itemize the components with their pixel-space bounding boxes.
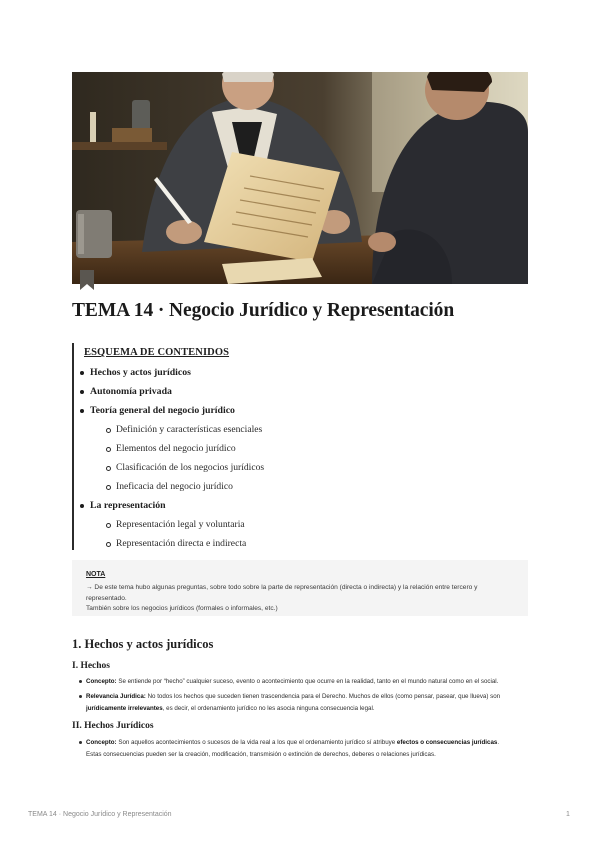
section-heading: 1. Hechos y actos jurídicos xyxy=(72,637,214,651)
term-label: Concepto: xyxy=(86,678,117,685)
note-line: También sobre los negocios jurídicos (formales o informales, etc.) xyxy=(86,605,278,612)
outline-item: Autonomía privada xyxy=(90,386,172,397)
term-label: Relevancia Jurídica: xyxy=(86,693,146,700)
outline-subitem: Definición y características esenciales xyxy=(116,424,263,435)
term-text: No todos los hechos que suceden tienen trascendencia para el Derecho. Muchos de ellos (como pensar, pasear, que llueva) son xyxy=(145,693,501,700)
note-line: → De este tema hubo algunas preguntas, sobre todo sobre la parte de representación (directa o indirecta) y la relación entre tercero y representado. xyxy=(86,584,478,602)
bookmark-icon[interactable] xyxy=(80,270,94,290)
outline-item: Teoría general del negocio jurídico xyxy=(90,405,235,416)
list-item xyxy=(86,676,528,688)
page-title: TEMA 14 · Negocio Jurídico y Representación xyxy=(72,300,455,321)
term-text: . xyxy=(497,739,500,746)
term-text: Estas consecuencias pueden ser la creación, modificación, transmisión o extinción de derechos, deberes o relaciones jurídicas. xyxy=(86,750,436,758)
term-emphasis: jurídicamente irrelevantes xyxy=(86,704,163,712)
term-text: Se entiende por “hecho” cualquier suceso, evento o acontecimiento que ocurre en la realidad, tanto en el mundo natural como en el social. xyxy=(116,678,499,685)
note-label: NOTA xyxy=(86,571,106,578)
cover-image xyxy=(72,72,528,284)
term-text: , es decir, el ordenamiento jurídico no les asocia ninguna consecuencia legal. xyxy=(162,704,375,712)
subsection-heading: I. Hechos xyxy=(72,661,110,671)
outline-heading: ESQUEMA DE CONTENIDOS xyxy=(84,347,230,358)
note-text xyxy=(86,583,514,615)
outline-subitem: Ineficacia del negocio jurídico xyxy=(116,481,233,492)
subsection-heading: II. Hechos Jurídicos xyxy=(72,721,154,731)
list-item xyxy=(86,691,528,714)
contents-outline xyxy=(72,343,472,550)
note-callout xyxy=(72,560,528,616)
outline-subitem: Elementos del negocio jurídico xyxy=(116,443,236,454)
outline-subitem: Clasificación de los negocios jurídicos xyxy=(116,462,265,473)
outline-item: La representación xyxy=(90,500,166,511)
term-text: Son aquellos acontecimientos o sucesos de la vida real a los que el ordenamiento jurídico sí atribuye xyxy=(116,739,397,746)
cover-illustration xyxy=(72,72,528,284)
term-label: Concepto: xyxy=(86,739,117,746)
outline-item: Hechos y actos jurídicos xyxy=(90,367,191,378)
footer-title: TEMA 14 · Negocio Jurídico y Representación xyxy=(28,811,172,818)
outline-subitem: Representación directa e indirecta xyxy=(116,538,247,549)
page-number: 1 xyxy=(566,811,570,818)
term-emphasis: efectos o consecuencias jurídicas xyxy=(396,739,498,746)
outline-subitem: Representación legal y voluntaria xyxy=(116,519,245,530)
list-item xyxy=(86,737,528,760)
